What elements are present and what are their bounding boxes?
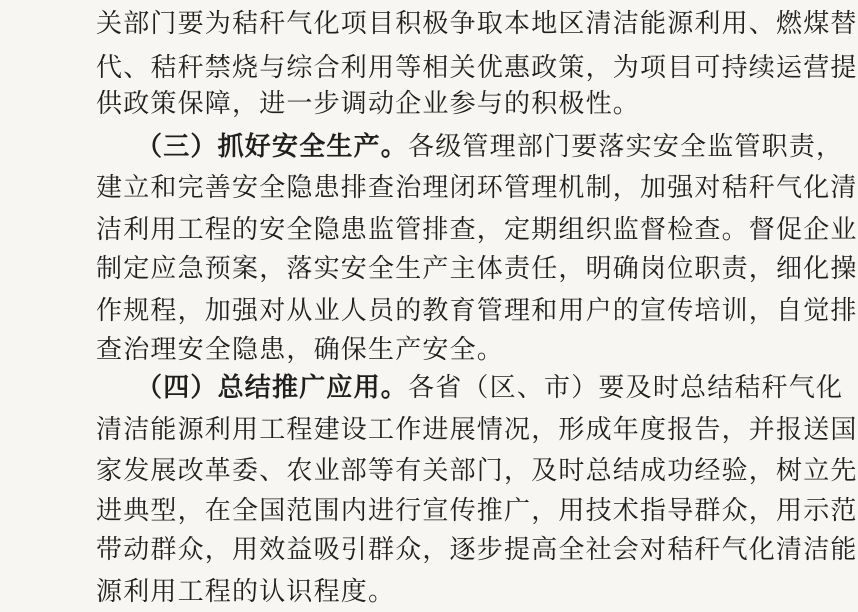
text-line: 进典型，在全国范围内进行宣传推广，用技术指导群众，用示范 xyxy=(96,496,858,526)
text-line: 查治理安全隐患，确保生产安全。 xyxy=(96,335,505,365)
section-heading: （四）总结推广应用。 xyxy=(136,373,409,403)
text-line: 带动群众，用效益吸引群众，逐步提高全社会对秸秆气化清洁能 xyxy=(96,535,858,565)
section-text: 各省（区、市）要及时总结秸秆气化 xyxy=(408,373,844,403)
text-line: 洁利用工程的安全隐患监管排查，定期组织监督检查。督促企业 xyxy=(96,215,858,245)
text-line: 清洁能源利用工程建设工作进展情况，形成年度报告，并报送国 xyxy=(96,415,858,445)
text-line: 代、秸秆禁烧与综合利用等相关优惠政策，为项目可持续运营提 xyxy=(96,53,858,83)
section-three-line xyxy=(136,127,844,167)
section-text: 各级管理部门要落实安全监管职责， xyxy=(408,132,844,162)
text-line: 作规程，加强对从业人员的教育管理和用户的宣传培训，自觉排 xyxy=(96,296,858,326)
section-four-line xyxy=(136,368,844,408)
text-line: 家发展改革委、农业部等有关部门，及时总结成功经验，树立先 xyxy=(96,456,858,486)
section-heading: （三）抓好安全生产。 xyxy=(136,132,409,162)
text-line: 源利用工程的认识程度。 xyxy=(96,577,396,607)
text-line: 建立和完善安全隐患排查治理闭环管理机制，加强对秸秆气化清 xyxy=(96,173,858,203)
text-line: 制定应急预案，落实安全生产主体责任，明确岗位职责，细化操 xyxy=(96,254,858,284)
text-line: 供政策保障，进一步调动企业参与的积极性。 xyxy=(96,89,641,119)
text-line: 关部门要为秸秆气化项目积极争取本地区清洁能源利用、燃煤替 xyxy=(96,9,858,39)
